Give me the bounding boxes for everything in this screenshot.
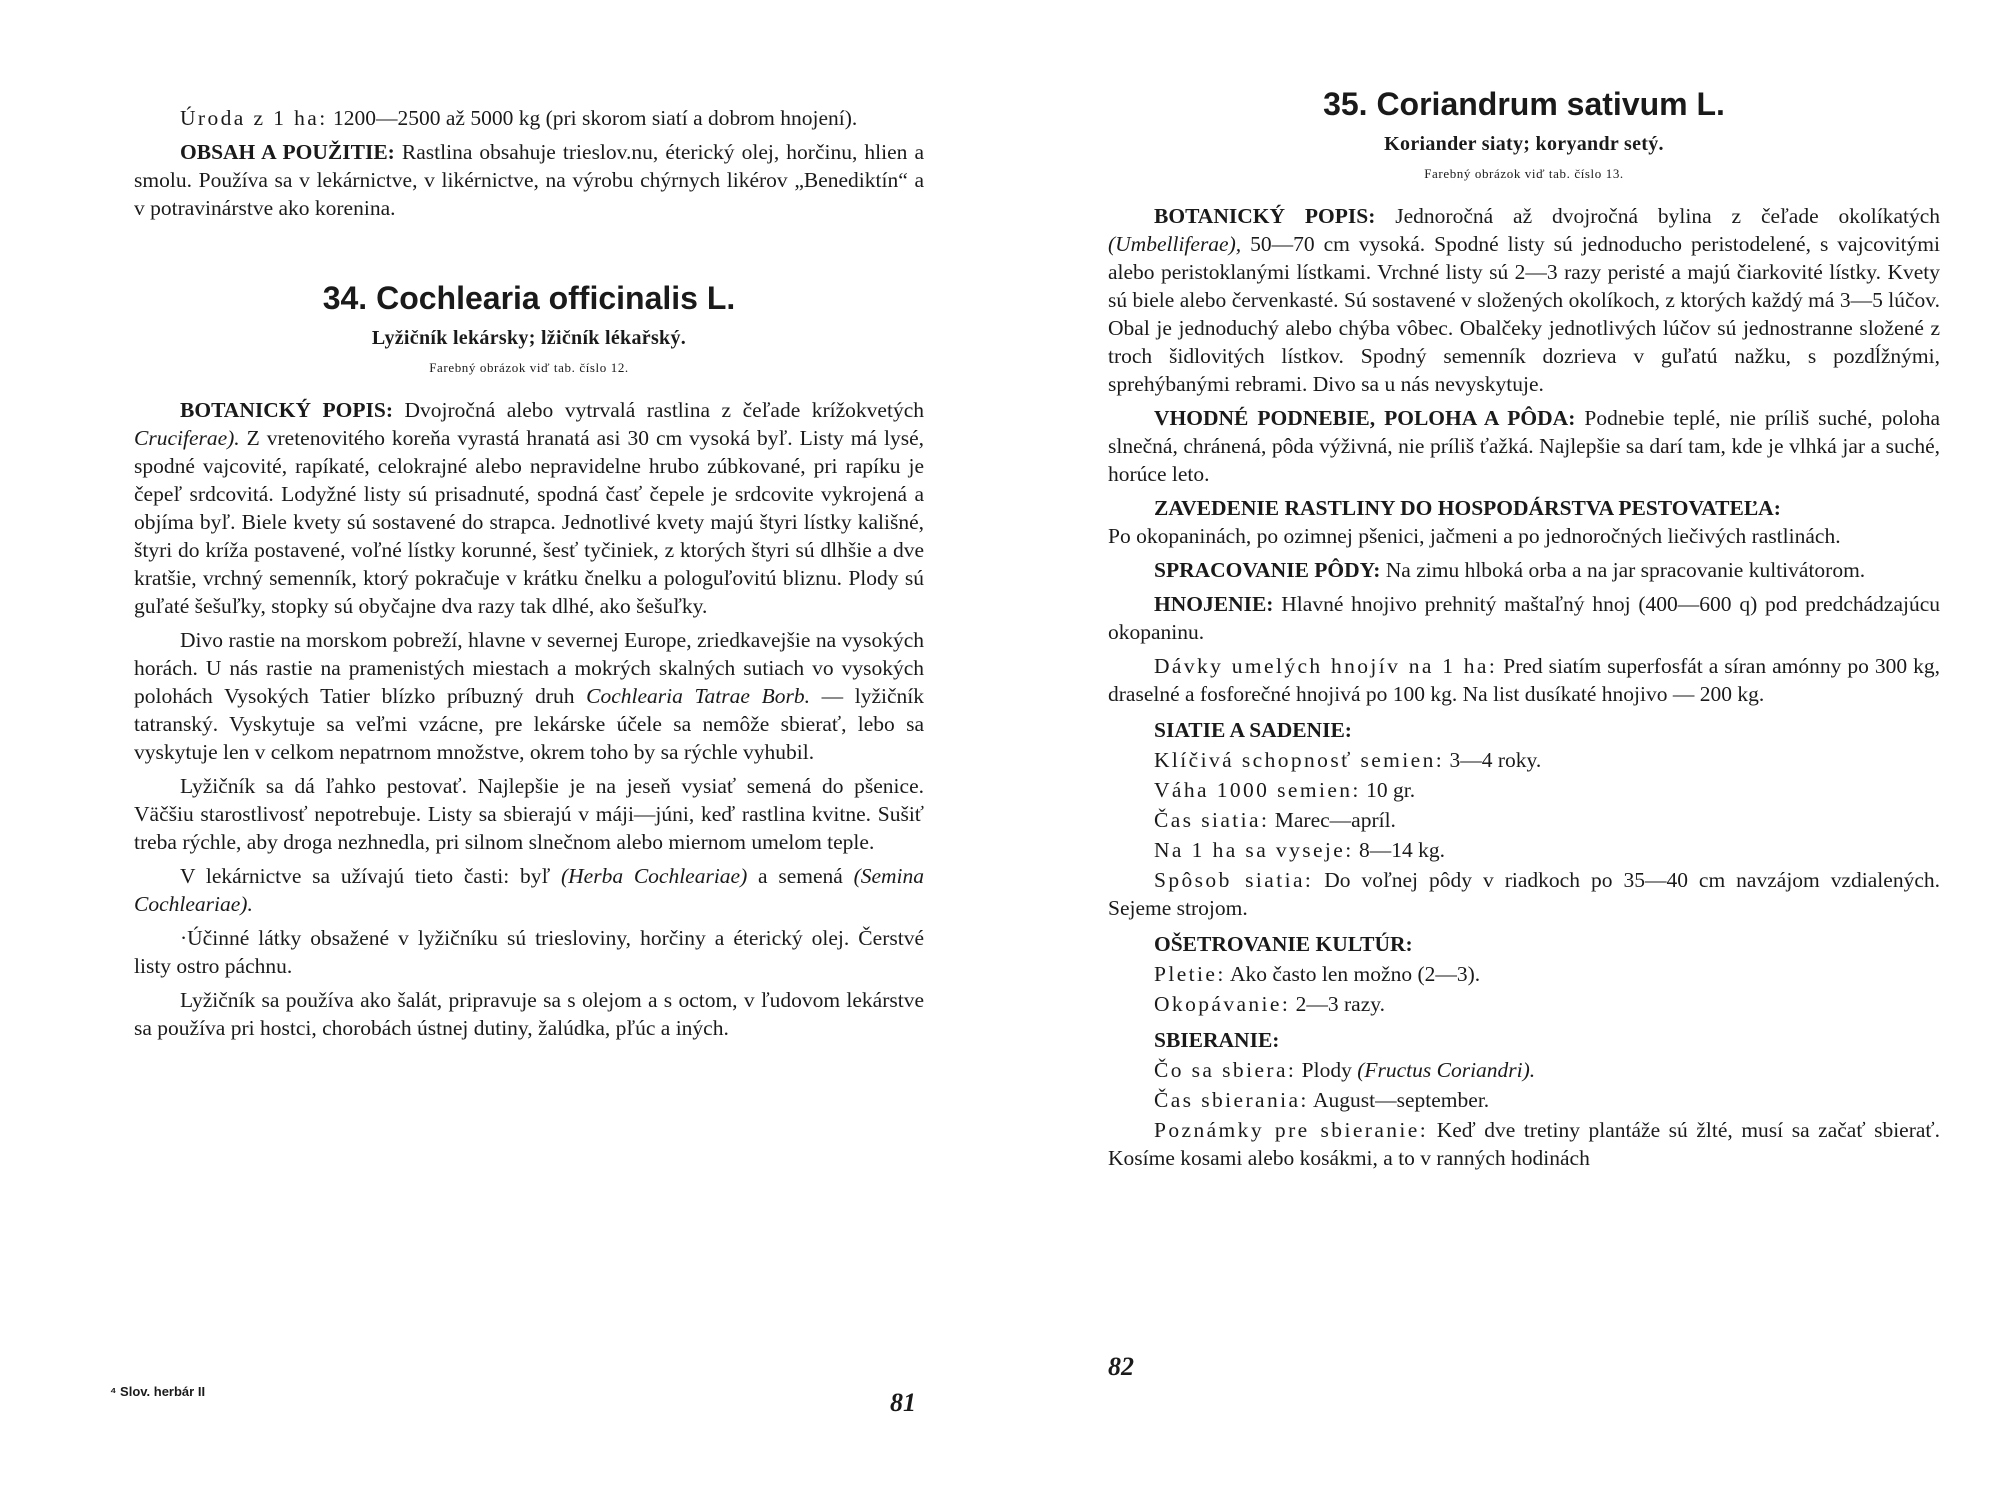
botanical-family: (Umbelliferae), [1108,232,1242,256]
usage-paragraph [134,138,924,222]
yield-text: 1200—2500 až 5000 kg (pri skorom siatí a dobrom hnojení). [333,106,858,130]
sowing-amount-label: Na 1 ha sa vyseje: [1154,838,1354,862]
weeding-line [1108,960,1940,988]
introduction-text: Po okopaninách, po ozimnej pšenici, jačmeni a po jednoročných liečivých rastlinách. [1108,524,1841,548]
parts-paragraph [134,862,924,918]
botanical-text-2: Z vretenovitého koreňa vyrastá hranatá asi 30 cm vysoká byľ. Listy má lysé, spodné vajcovité, rapíkaté, celokrajné alebo nepravidelne hrubo zúbkované, pri rapíku je čepeľ srdcovitá. Lodyžné listy sú prisadnuté, spodná časť čepele je srdcovite vykrojená a objíma byľ. Biele kvety sú sostavené do strapca. Jednotlivé kvety majú štyri lístky kališné, štyri do kríža postavené, voľné lístky korunné, šesť tyčiniek, z ktorých štyri sú dlhšie a dve kratšie, vrchný semenník, ktorý pokračuje v krátku čnelku a pologuľovitú bliznu. Plody sú guľaté šešuľky, stopky sú obyčajne dva razy tak dlhé, ako šešuľky. [134,426,925,618]
active-substances-paragraph: ·Účinné látky obsažené v lyžičníku sú triesloviny, horčiny a éterický olej. Čerstvé listy ostro páchnu. [134,926,924,978]
harvest-notes-line [1108,1116,1940,1172]
usage-text: Rastlina obsahuje trieslov.nu, éterický olej, horčinu, hlien a smolu. Používa sa v lekárnictve, v likérnictve, na výrobu chýrnych likérov „Benediktín“ a v potravinárstve ako korenina. [134,140,924,220]
fertilizer-label: HNOJENIE: [1154,592,1274,616]
color-plate-reference: Farebný obrázok viď tab. číslo 13. [1424,166,1624,181]
germination-label: Klíčivá schopnosť semien: [1154,748,1445,772]
harvest-what-value: Plody [1301,1058,1352,1082]
soil-paragraph [1108,556,1940,584]
weeding-value: Ako často len možno (2—3). [1229,962,1481,986]
fertilizer-paragraph [1108,590,1940,646]
seed-weight-label: Váha 1000 semien: [1154,778,1361,802]
color-plate-reference: Farebný obrázok viď tab. číslo 12. [429,360,629,375]
habitat-paragraph [134,626,924,766]
botanical-paragraph [1108,202,1940,398]
botanical-label: BOTANICKÝ POPIS: [180,398,393,422]
species-common-name: Lyžičník lekársky; lžičník lékařský. [371,327,687,349]
climate-paragraph [1108,404,1940,488]
use-paragraph: Lyžičník sa používa ako šalát, pripravuje sa s olejom a s octom, v ľudovom lekárstve sa používa pri hostci, chorobách ústnej dutiny, žalúdka, pľúc a iných. [134,988,924,1040]
sowing-heading: SIATIE A SADENIE: [1154,718,1352,742]
sowing-time-label: Čas siatia: [1154,808,1270,832]
harvest-heading: SBIERANIE: [1154,1028,1280,1052]
habitat-species: Cochlearia Tatrae Borb. [586,684,810,708]
habitat-text-1: Divo rastie na morskom pobreží, hlavne v severnej Europe, zriedkavejšie na vysokých horách. U nás rastie na pramenistých miestach a mokrých skalných sutiach vo vysokých polohách Vysokých Tatier blízko príbuzný druh [134,628,924,708]
hoeing-label: Okopávanie: [1154,992,1291,1016]
yield-paragraph [134,104,924,132]
weeding-label: Pletie: [1154,962,1226,986]
sowing-method-line [1108,866,1940,922]
soil-label: SPRACOVANIE PÔDY: [1154,558,1381,582]
seed-weight-value: 10 gr. [1366,778,1416,802]
species-title: 34. Cochlearia officinalis L. [322,280,736,316]
left-text-column [134,104,924,1048]
soil-text: Na zimu hlboká orba a na jar spracovanie kultivátorom. [1385,558,1866,582]
botanical-label: BOTANICKÝ POPIS: [1154,204,1376,228]
botanical-text-1: Jednoročná až dvojročná bylina z čeľade okolíkatých [1395,204,1940,228]
climate-label: VHODNÉ PODNEBIE, POLOHA A PÔDA: [1154,406,1576,430]
botanical-paragraph [134,396,924,620]
germination-line [1108,746,1940,774]
parts-text-2: a semená [758,864,843,888]
harvest-notes-value: Keď dve tretiny plantáže sú žlté, musí sa začať sbierať. Kosíme kosami alebo kosákmi, a to v ranných hodinách [1108,1118,1940,1170]
care-heading: OŠETROVANIE KULTÚR: [1154,932,1413,956]
harvest-what-latin: (Fructus Coriandri). [1357,1058,1536,1082]
harvest-time-value: August—september. [1313,1088,1490,1112]
dose-paragraph [1108,652,1940,708]
sowing-amount-value: 8—14 kg. [1359,838,1445,862]
sowing-time-value: Marec—apríl. [1274,808,1396,832]
parts-herba: (Herba Cochleariae) [560,864,748,888]
climate-text: Podnebie teplé, nie príliš suché, poloha slnečná, chránená, pôda výživná, nie príliš ťažká. Najlepšie sa darí tam, kde je vlhká jar a suché, horúce leto. [1108,406,1941,486]
habitat-text-2: — lyžičník tatranský. Vyskytuje sa veľmi vzácne, pre lekárske účele sa nemôže sbierať, lebo sa vyskytuje len v celkom nepatrnom množstve, okrem toho by sa rýchle vyhubil. [134,684,925,764]
right-text-column [1108,84,1940,1178]
botanical-text-1: Dvojročná alebo vytrvalá rastlina z čeľade krížokvetých [404,398,924,422]
sowing-time-line [1108,806,1940,834]
dose-text: Pred siatím superfosfát a síran amónny po 300 kg, draselné a fosforečné hnojivá po 100 kg. Na list dusíkaté hnojivo — 200 kg. [1108,654,1940,706]
harvest-time-line [1108,1086,1940,1114]
harvest-what-line [1108,1056,1940,1084]
signature-footnote: ⁴ Slov. herbár II [110,1384,206,1399]
page-number-right: 82 [1108,1352,1134,1381]
sowing-method-value: Do voľnej pôdy v riadkoch po 35—40 cm navzájom vzdialených. Sejeme strojom. [1108,868,1940,920]
harvest-notes-label: Poznámky pre sbieranie: [1154,1118,1429,1142]
fertilizer-text: Hlavné hnojivo prehnitý maštaľný hnoj (400—600 q) pod predchádzajúcu okopaninu. [1108,592,1941,644]
page-number-left: 81 [890,1388,916,1417]
yield-label: Úroda z 1 ha: [180,106,328,130]
species-common-name: Koriander siaty; koryandr setý. [1384,133,1664,155]
introduction-paragraph [1108,494,1940,550]
sowing-method-label: Spôsob siatia: [1154,868,1314,892]
sowing-amount-line [1108,836,1940,864]
hoeing-value: 2—3 razy. [1295,992,1385,1016]
introduction-label: ZAVEDENIE RASTLINY DO HOSPODÁRSTVA PESTOVATEĽA: [1154,496,1781,520]
usage-label: OBSAH A POUŽITIE: [180,140,395,164]
germination-value: 3—4 roky. [1449,748,1542,772]
hoeing-line [1108,990,1940,1018]
botanical-text-2: 50—70 cm vysoká. Spodné listy sú jednoducho peristodelené, s vajcovitými alebo peristoklanými lístkami. Vrchné listy sú 2—3 razy peristé a majú čiarkovité lístky. Kvety sú biele alebo červenkasté. Sú sostavené v složených okolíkoch, z ktorých každý má 3—5 lúčov. Obal je jednoduchý alebo chýba vôbec. Obalčeky jednotlivých lúčov sú jednostranne složené z troch šidlovitých lístkov. Spodný semenník dozrieva v guľatú nažku, s pozdĺžnými, sprehýbanými rebrami. Divo sa u nás nevyskytuje. [1108,232,1941,396]
cultivation-paragraph: Lyžičník sa dá ľahko pestovať. Najlepšie je na jeseň vysiať semená do pšenice. Väčšiu starostlivosť nepotrebuje. Listy sa sbierajú v máji—júni, keď rastlina kvitne. Sušiť treba rýchle, aby droga nezhnedla, pri silnom slnečnom alebo miernom umelom teple. [134,774,924,854]
parts-semina: (Semina Cochleariae). [134,864,925,916]
right-page [1008,0,2016,1500]
seed-weight-line [1108,776,1940,804]
botanical-family: Cruciferae). [134,426,240,450]
harvest-what-label: Čo sa sbiera: [1154,1058,1297,1082]
harvest-time-label: Čas sbierania: [1154,1088,1309,1112]
species-title: 35. Coriandrum sativum L. [1323,86,1725,122]
parts-text-1: V lekárnictve sa užívajú tieto časti: byľ [180,864,551,888]
dose-label: Dávky umelých hnojív na 1 ha: [1154,654,1498,678]
